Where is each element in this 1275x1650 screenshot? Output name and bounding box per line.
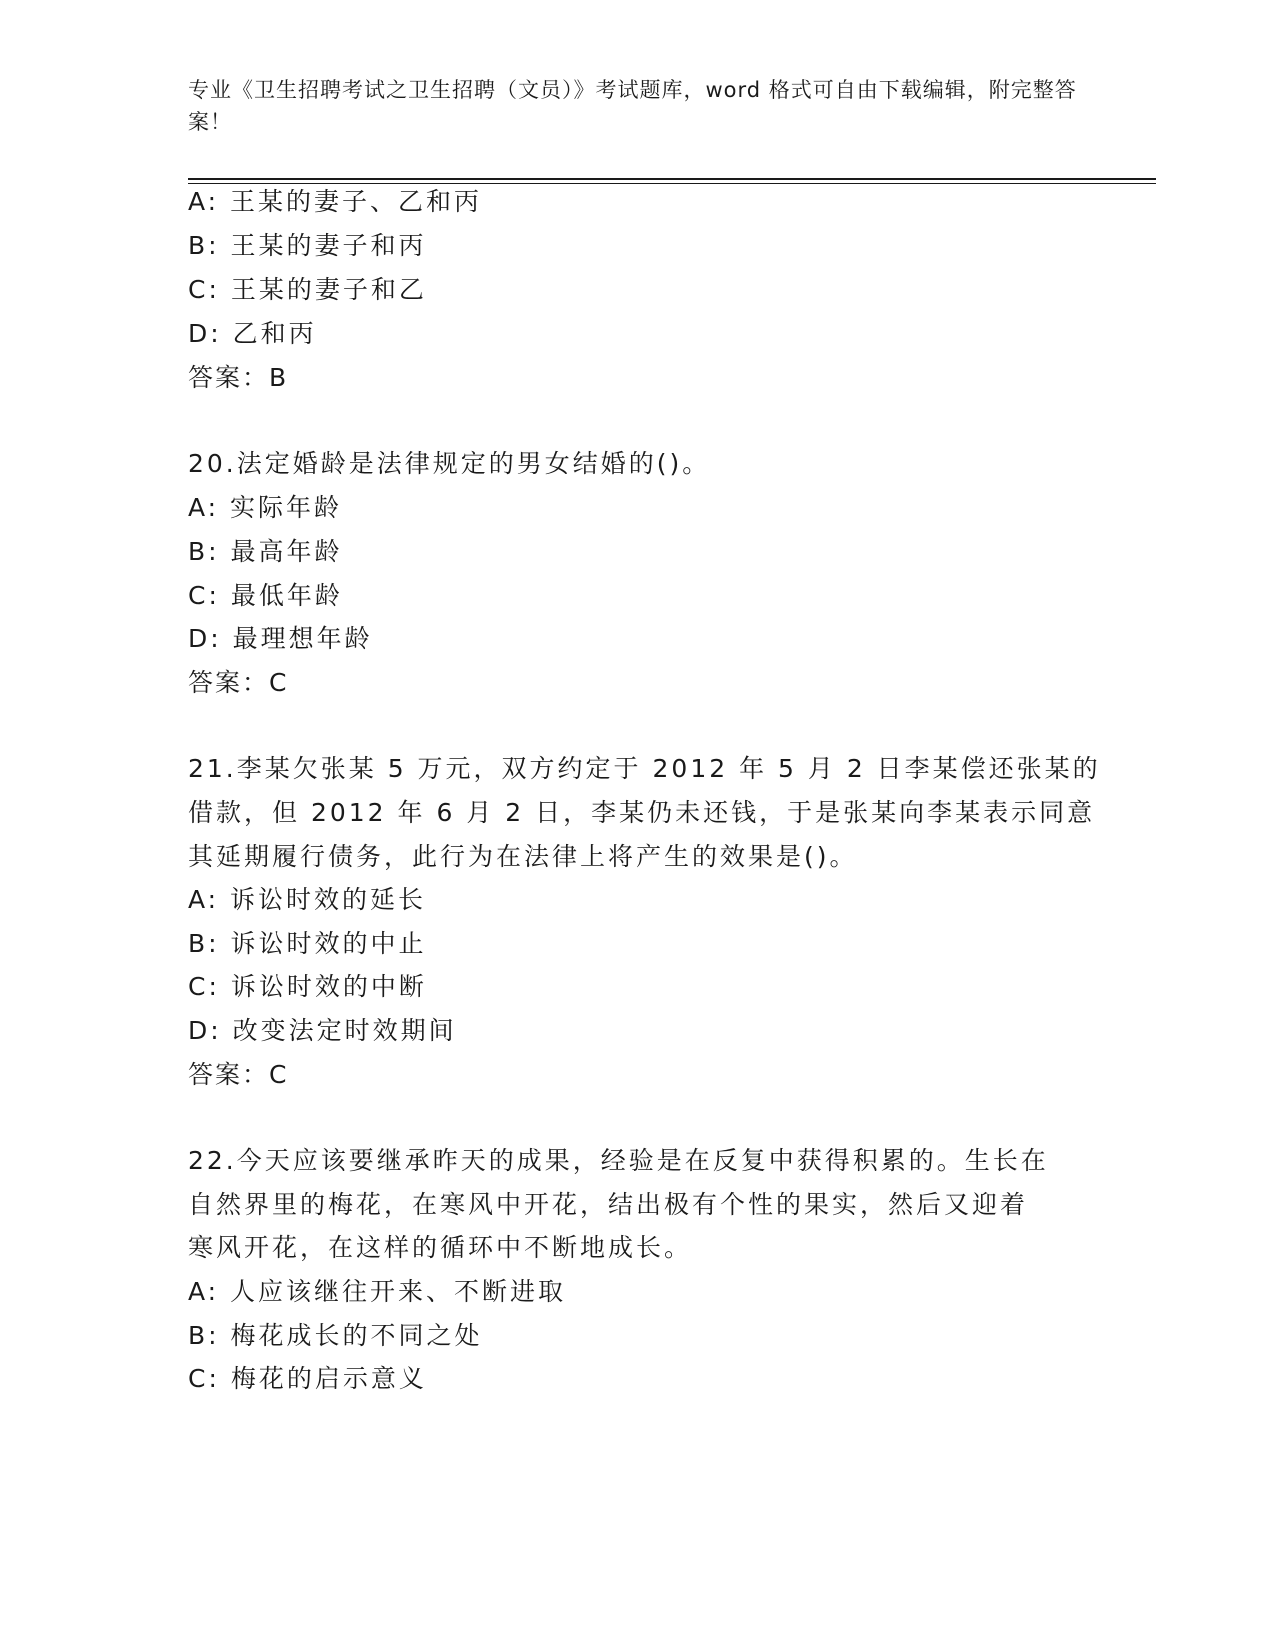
- q21-option-d: D: 改变法定时效期间: [188, 1016, 457, 1045]
- q20-option-b: B: 最高年龄: [188, 537, 343, 566]
- document-header: 专业《卫生招聘考试之卫生招聘（文员）》考试题库，word 格式可自由下载编辑，附完整答案！: [188, 78, 1077, 134]
- q19-option-a: A: 王某的妻子、乙和丙: [188, 187, 483, 216]
- q21-question-line-1: 21.李某欠张某 5 万元，双方约定于 2012 年 5 月 2 日李某偿还张某的: [188, 754, 1101, 783]
- q19-answer: 答案：B: [188, 363, 289, 392]
- q22-option-c: C: 梅花的启示意义: [188, 1364, 427, 1393]
- q21-option-b: B: 诉讼时效的中止: [188, 929, 427, 958]
- q20-option-a: A: 实际年龄: [188, 493, 343, 522]
- q22-question-line-2: 自然界里的梅花，在寒风中开花，结出极有个性的果实，然后又迎着: [188, 1190, 1029, 1219]
- q20-option-d: D: 最理想年龄: [188, 624, 373, 653]
- q20-answer: 答案：C: [188, 668, 289, 697]
- q22-option-a: A: 人应该继往开来、不断进取: [188, 1277, 567, 1306]
- q22-question-line-1: 22.今天应该要继承昨天的成果，经验是在反复中获得积累的。生长在: [188, 1146, 1049, 1175]
- header-divider-thin: [188, 183, 1156, 184]
- q19-option-d: D: 乙和丙: [188, 319, 317, 348]
- q21-option-c: C: 诉讼时效的中断: [188, 972, 427, 1001]
- q19-option-b: B: 王某的妻子和丙: [188, 231, 427, 260]
- q22-question-line-3: 寒风开花，在这样的循环中不断地成长。: [188, 1233, 693, 1262]
- header-divider: [188, 178, 1156, 180]
- q19-option-c: C: 王某的妻子和乙: [188, 275, 427, 304]
- q21-option-a: A: 诉讼时效的延长: [188, 885, 427, 914]
- q21-question-line-2: 借款，但 2012 年 6 月 2 日，李某仍未还钱，于是张某向李某表示同意: [188, 798, 1096, 827]
- q21-answer: 答案：C: [188, 1060, 289, 1089]
- q20-question: 20.法定婚龄是法律规定的男女结婚的()。: [188, 449, 711, 478]
- q21-question-line-3: 其延期履行债务，此行为在法律上将产生的效果是()。: [188, 842, 858, 871]
- q20-option-c: C: 最低年龄: [188, 581, 343, 610]
- q22-option-b: B: 梅花成长的不同之处: [188, 1321, 483, 1350]
